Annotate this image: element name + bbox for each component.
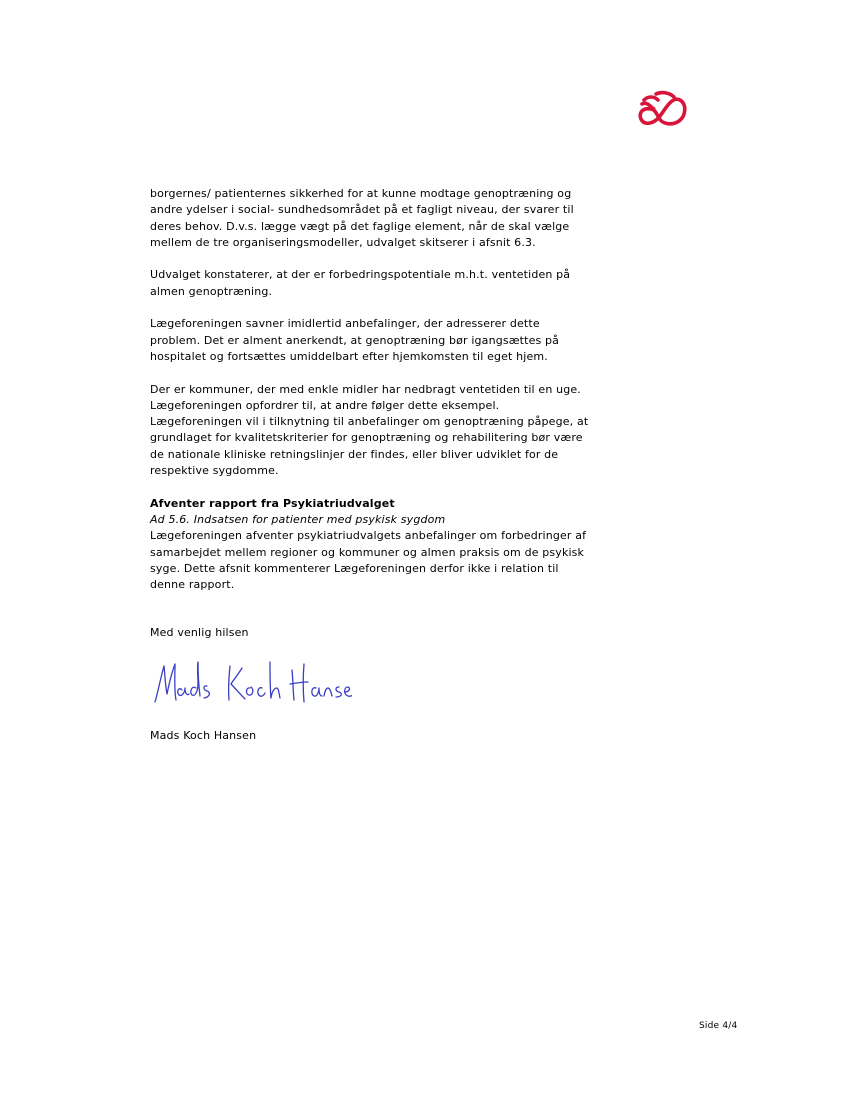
- text-line: denne rapport.: [150, 578, 235, 592]
- text-line: andre ydelser i social- sundhedsområdet på et fagligt niveau, der svarer til: [150, 203, 574, 217]
- text-line: syge. Dette afsnit kommenterer Lægeforeningen derfor ikke i relation til: [150, 561, 559, 575]
- text-line: Lægeforeningen opfordrer til, at andre følger dette eksempel.: [150, 398, 500, 412]
- text-line: deres behov. D.v.s. lægge vægt på det faglige element, når de skal vælge: [150, 219, 570, 233]
- paragraph-waiting-time: [150, 267, 600, 300]
- text-line: respektive sygdomme.: [150, 464, 279, 478]
- paragraph-municipalities: [150, 382, 600, 480]
- text-line: Lægeforeningen vil i tilknytning til anbefalinger om genoptræning påpege, at: [150, 415, 589, 429]
- paragraph-recommendations: [150, 316, 600, 365]
- text-line: grundlaget for kvalitetskriterier for genoptræning og rehabilitering bør være: [150, 431, 583, 445]
- signer-name: Mads Koch Hansen: [150, 728, 257, 742]
- handwritten-signature: [152, 654, 352, 710]
- text-line: Der er kommuner, der med enkle midler har nedbragt ventetiden til en uge.: [150, 382, 581, 396]
- closing-greeting: Med venlig hilsen: [150, 626, 249, 640]
- text-line: Lægeforeningen savner imidlertid anbefalinger, der adresserer dette: [150, 317, 540, 331]
- paragraph-safety: [150, 186, 600, 251]
- text-line: problem. Det er alment anerkendt, at genoptræning bør igangsættes på: [150, 333, 560, 347]
- text-line: hospitalet og fortsættes umiddelbart efter hjemkomsten til eget hjem.: [150, 349, 548, 363]
- text-line: de nationale kliniske retningslinjer der findes, eller bliver udviklet for de: [150, 447, 559, 461]
- text-line: mellem de tre organiseringsmodeller, udvalget skitserer i afsnit 6.3.: [150, 235, 536, 249]
- section-psychiatry: [150, 496, 600, 594]
- text-line: borgernes/ patienternes sikkerhed for at kunne modtage genoptræning og: [150, 187, 572, 200]
- section-heading: Afventer rapport fra Psykiatriudvalget: [150, 496, 395, 510]
- text-line: Udvalget konstaterer, at der er forbedringspotentiale m.h.t. ventetiden på: [150, 268, 571, 282]
- letter-closing: [150, 625, 600, 744]
- text-line: almen genoptræning.: [150, 284, 273, 298]
- page-number: Side 4/4: [699, 1021, 738, 1031]
- text-line: Lægeforeningen afventer psykiatriudvalgets anbefalinger om forbedringer af: [150, 529, 587, 543]
- organization-logo: [634, 88, 688, 130]
- text-line: samarbejdet mellem regioner og kommuner og almen praksis om de psykisk: [150, 545, 585, 559]
- section-subheading: Ad 5.6. Indsatsen for patienter med psykisk sygdom: [150, 512, 446, 526]
- letter-body: [150, 186, 600, 744]
